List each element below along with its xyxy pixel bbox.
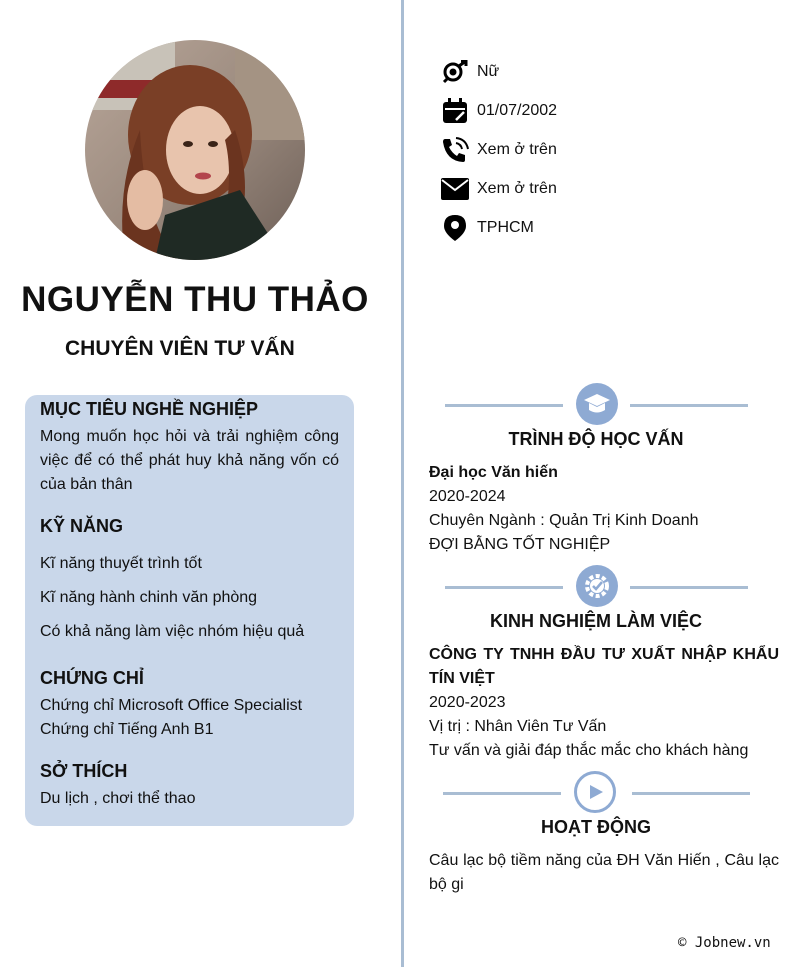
gear-check-icon — [576, 565, 618, 607]
education-major: Chuyên Ngành : Quản Trị Kinh Doanh — [429, 512, 699, 529]
birthdate-row — [440, 96, 557, 126]
skill-item: Kĩ năng thuyết trình tốt — [40, 555, 202, 572]
education-school: Đại học Văn hiến — [429, 464, 558, 481]
section-divider-line — [630, 404, 748, 407]
candidate-name: NGUYỄN THU THẢO — [21, 280, 369, 319]
experience-heading: KINH NGHIỆM LÀM VIỆC — [489, 611, 702, 631]
phone-row — [440, 135, 557, 165]
education-status: ĐỢI BẰNG TỐT NGHIỆP — [429, 536, 611, 553]
phone-value: Xem ở trên — [477, 141, 557, 158]
section-divider-line — [632, 792, 750, 795]
email-row — [440, 174, 557, 204]
play-icon — [574, 771, 616, 813]
hobbies-heading: SỞ THÍCH — [40, 761, 128, 781]
experience-company: CÔNG TY TNHH ĐẦU TƯ XUẤT NHẬP KHẨU TÍN VIỆT — [429, 646, 779, 687]
footer-credit: © Jobnew.vn — [678, 935, 771, 951]
skill-item: Kĩ năng hành chinh văn phòng — [40, 589, 258, 606]
column-divider — [401, 0, 404, 967]
gender-icon — [440, 57, 470, 87]
section-divider-line — [445, 586, 563, 589]
objective-text: Mong muốn học hỏi và trải nghiệm công việc để có thể phát huy khả năng vốn có của bản thân — [40, 428, 339, 493]
job-title: CHUYÊN VIÊN TƯ VẤN — [65, 337, 295, 360]
location-row — [440, 213, 534, 243]
calendar-icon — [440, 96, 470, 126]
section-divider-line — [630, 586, 748, 589]
left-info-panel — [25, 395, 354, 826]
skills-heading: KỸ NĂNG — [40, 516, 124, 536]
section-divider-line — [443, 792, 561, 795]
graduation-cap-icon — [576, 383, 618, 425]
certificates-heading: CHỨNG CHỈ — [40, 668, 144, 688]
location-pin-icon — [440, 213, 470, 243]
birthdate-value: 01/07/2002 — [477, 102, 558, 119]
email-value: Xem ở trên — [477, 180, 557, 197]
education-years: 2020-2024 — [429, 488, 506, 505]
certificate-item: Chứng chỉ Tiếng Anh B1 — [40, 721, 214, 738]
experience-years: 2020-2023 — [429, 694, 506, 711]
certificate-item: Chứng chỉ Microsoft Office Specialist — [40, 697, 303, 714]
envelope-icon — [440, 174, 470, 204]
objective-heading: MỤC TIÊU NGHỀ NGHIỆP — [40, 399, 259, 419]
experience-description: Tư vấn và giải đáp thắc mắc cho khách hàng — [429, 742, 749, 759]
education-heading: TRÌNH ĐỘ HỌC VẤN — [508, 429, 684, 449]
profile-photo — [85, 40, 305, 260]
location-value: TPHCM — [477, 219, 534, 236]
hobbies-text: Du lịch , chơi thể thao — [40, 790, 196, 807]
gender-row — [440, 57, 499, 87]
section-divider-line — [445, 404, 563, 407]
gender-value: Nữ — [477, 63, 500, 80]
activities-heading: HOẠT ĐỘNG — [541, 817, 651, 837]
activities-text: Câu lạc bộ tiềm năng của ĐH Văn Hiến , Câu lạc bộ gi — [429, 852, 779, 893]
experience-position: Vị trị : Nhân Viên Tư Vấn — [429, 718, 607, 735]
skill-item: Có khả năng làm việc nhóm hiệu quả — [40, 623, 305, 640]
phone-icon — [440, 135, 470, 165]
